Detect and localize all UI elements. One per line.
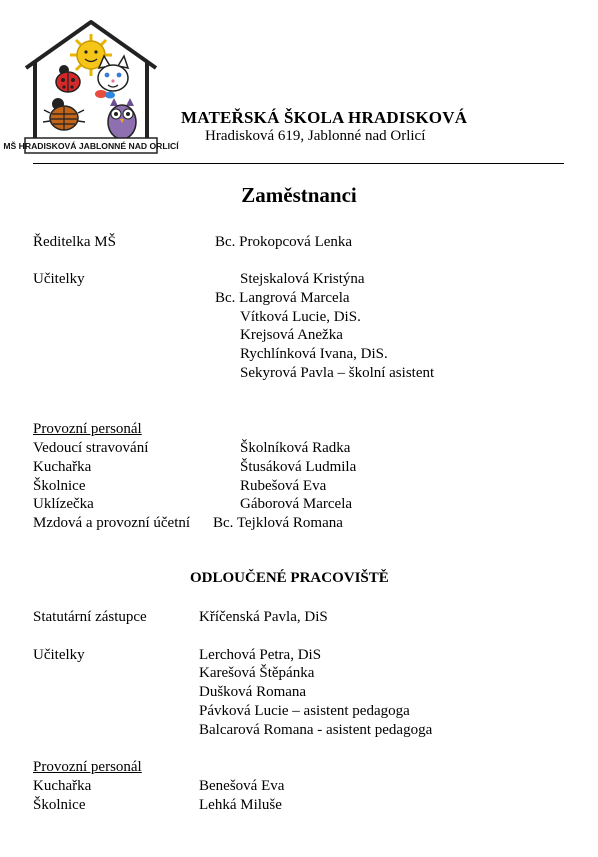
teacher-name: Krejsová Anežka	[240, 327, 343, 343]
teacher-name: Vítková Lucie, DiS.	[240, 309, 361, 325]
branch-staff-heading: Provozní personál	[33, 759, 142, 775]
branch-teachers-label: Učitelky	[33, 647, 85, 663]
logo-caption: MŠ HRADISKOVÁ JABLONNÉ NAD ORLICÍ	[3, 141, 179, 151]
owl-icon	[108, 98, 136, 139]
branch-teacher-name: Pávková Lucie – asistent pedagoga	[199, 703, 410, 719]
page-title: Zaměstnanci	[241, 183, 357, 207]
staff-role: Školnice	[33, 478, 86, 494]
branch-staff-name: Lehká Miluše	[199, 797, 282, 813]
staff-role: Mzdová a provozní účetní	[33, 515, 191, 531]
branch-heading: ODLOUČENÉ PRACOVIŠTĚ	[190, 570, 389, 586]
school-name: MATEŘSKÁ ŠKOLA HRADISKOVÁ	[181, 108, 468, 127]
teacher-name: Stejskalová Kristýna	[240, 271, 365, 287]
deputy-label: Statutární zástupce	[33, 609, 147, 625]
school-logo	[3, 18, 179, 156]
branch-teacher-name: Balcarová Romana - asistent pedagoga	[199, 722, 433, 738]
school-address: Hradisková 619, Jablonné nad Orlicí	[205, 128, 426, 144]
director-label: Ředitelka MŠ	[33, 234, 116, 250]
beetle-icon	[43, 98, 85, 130]
branch-staff-name: Benešová Eva	[199, 778, 285, 794]
teachers-label: Učitelky	[33, 271, 85, 287]
branch-staff-role: Kuchařka	[33, 778, 92, 794]
staff-name: Rubešová Eva	[240, 478, 327, 494]
teacher-name: Rychlínková Ivana, DiS.	[240, 346, 388, 362]
branch-teacher-name: Dušková Romana	[199, 684, 307, 700]
director-name: Bc. Prokopcová Lenka	[215, 234, 353, 250]
staff-heading: Provozní personál	[33, 421, 142, 437]
staff-name: Gáborová Marcela	[240, 496, 353, 512]
teacher-name: Sekyrová Pavla – školní asistent	[240, 365, 435, 381]
staff-name: Školníková Radka	[240, 440, 351, 456]
header-divider	[33, 163, 564, 164]
deputy-name: Kříčenská Pavla, DiS	[199, 609, 328, 625]
staff-role: Kuchařka	[33, 459, 92, 475]
branch-teacher-name: Lerchová Petra, DiS	[199, 647, 322, 663]
staff-role: Uklízečka	[33, 496, 94, 512]
staff-role: Vedoucí stravování	[33, 440, 149, 456]
branch-teacher-name: Karešová Štěpánka	[199, 665, 315, 681]
branch-staff-role: Školnice	[33, 797, 86, 813]
staff-name: Štusáková Ludmila	[240, 459, 357, 475]
teacher-name: Bc. Langrová Marcela	[215, 290, 350, 306]
staff-name: Bc. Tejklová Romana	[213, 515, 343, 531]
